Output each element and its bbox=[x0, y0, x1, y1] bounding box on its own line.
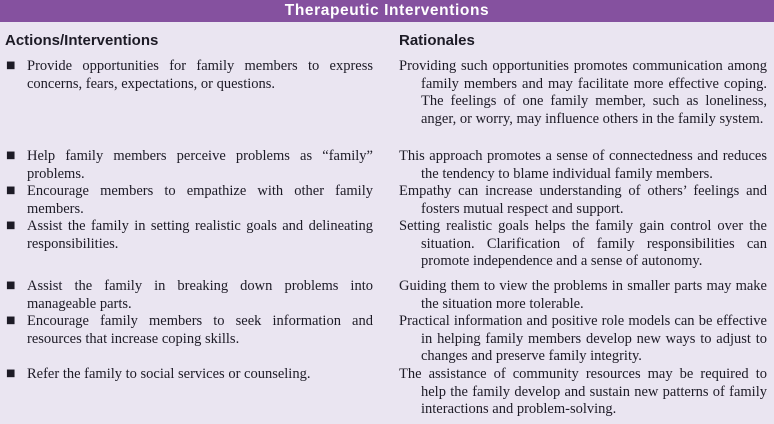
table-row bbox=[5, 183, 767, 218]
action-text: Assist the family in breaking down problems into manageable parts. bbox=[27, 278, 373, 312]
rationale-text: The assistance of community resources may be required to help the family develop and sustain new patterns of family interactions and problem-solving. bbox=[399, 366, 767, 417]
bullet-square-icon: ■ bbox=[6, 185, 16, 196]
action-text: Help family members perceive problems as “family” problems. bbox=[27, 148, 373, 182]
rationale-text: Providing such opportunities promotes communication among family members and may facilitate more effective coping. The feelings of one family member, such as loneliness, anger, or worry, may influence others in the family system. bbox=[399, 58, 767, 127]
table-title-bar bbox=[0, 0, 774, 22]
rationale-text: Setting realistic goals helps the family gain control over the situation. Clarification of family responsibilities can promote independence and a sense of autonomy. bbox=[399, 218, 767, 269]
action-cell bbox=[5, 218, 373, 253]
rationale-text: Empathy can increase understanding of others’ feelings and fosters mutual respect and support. bbox=[399, 183, 767, 217]
table-row bbox=[5, 218, 767, 278]
column-header-rationales: Rationales bbox=[399, 32, 475, 49]
column-header-actions: Actions/Interventions bbox=[5, 32, 159, 49]
table-rows bbox=[5, 58, 767, 419]
bullet-square-icon: ■ bbox=[6, 315, 16, 326]
rationale-text: This approach promotes a sense of connectedness and reduces the tendency to blame individual family members. bbox=[399, 148, 767, 182]
rationale-text: Practical information and positive role models can be effective in helping family members develop new ways to adjust to changes and preserve family integrity. bbox=[399, 313, 767, 364]
column-header-row bbox=[5, 32, 767, 50]
action-cell bbox=[5, 183, 373, 218]
action-cell bbox=[5, 366, 373, 384]
action-text: Assist the family in setting realistic goals and delineating responsibilities. bbox=[27, 218, 373, 252]
rationale-text: Guiding them to view the problems in smaller parts may make the situation more tolerable. bbox=[399, 278, 767, 312]
table-row bbox=[5, 148, 767, 183]
action-text: Refer the family to social services or counseling. bbox=[27, 366, 311, 382]
bullet-square-icon: ■ bbox=[6, 280, 16, 291]
action-cell bbox=[5, 278, 373, 313]
table-row bbox=[5, 278, 767, 313]
table-row bbox=[5, 313, 767, 366]
action-text: Encourage family members to seek information and resources that increase coping skills. bbox=[27, 313, 373, 347]
action-text: Encourage members to empathize with other family members. bbox=[27, 183, 373, 217]
action-text: Provide opportunities for family members to express concerns, fears, expectations, or questions. bbox=[27, 58, 373, 92]
bullet-square-icon: ■ bbox=[6, 368, 16, 379]
action-cell bbox=[5, 148, 373, 183]
bullet-square-icon: ■ bbox=[6, 150, 16, 161]
table-row bbox=[5, 58, 767, 148]
table-row bbox=[5, 366, 767, 419]
table-content bbox=[0, 32, 774, 419]
bullet-square-icon: ■ bbox=[6, 220, 16, 231]
action-cell bbox=[5, 58, 373, 93]
table-title: Therapeutic Interventions bbox=[284, 2, 490, 19]
action-cell bbox=[5, 313, 373, 348]
bullet-square-icon: ■ bbox=[6, 60, 16, 71]
